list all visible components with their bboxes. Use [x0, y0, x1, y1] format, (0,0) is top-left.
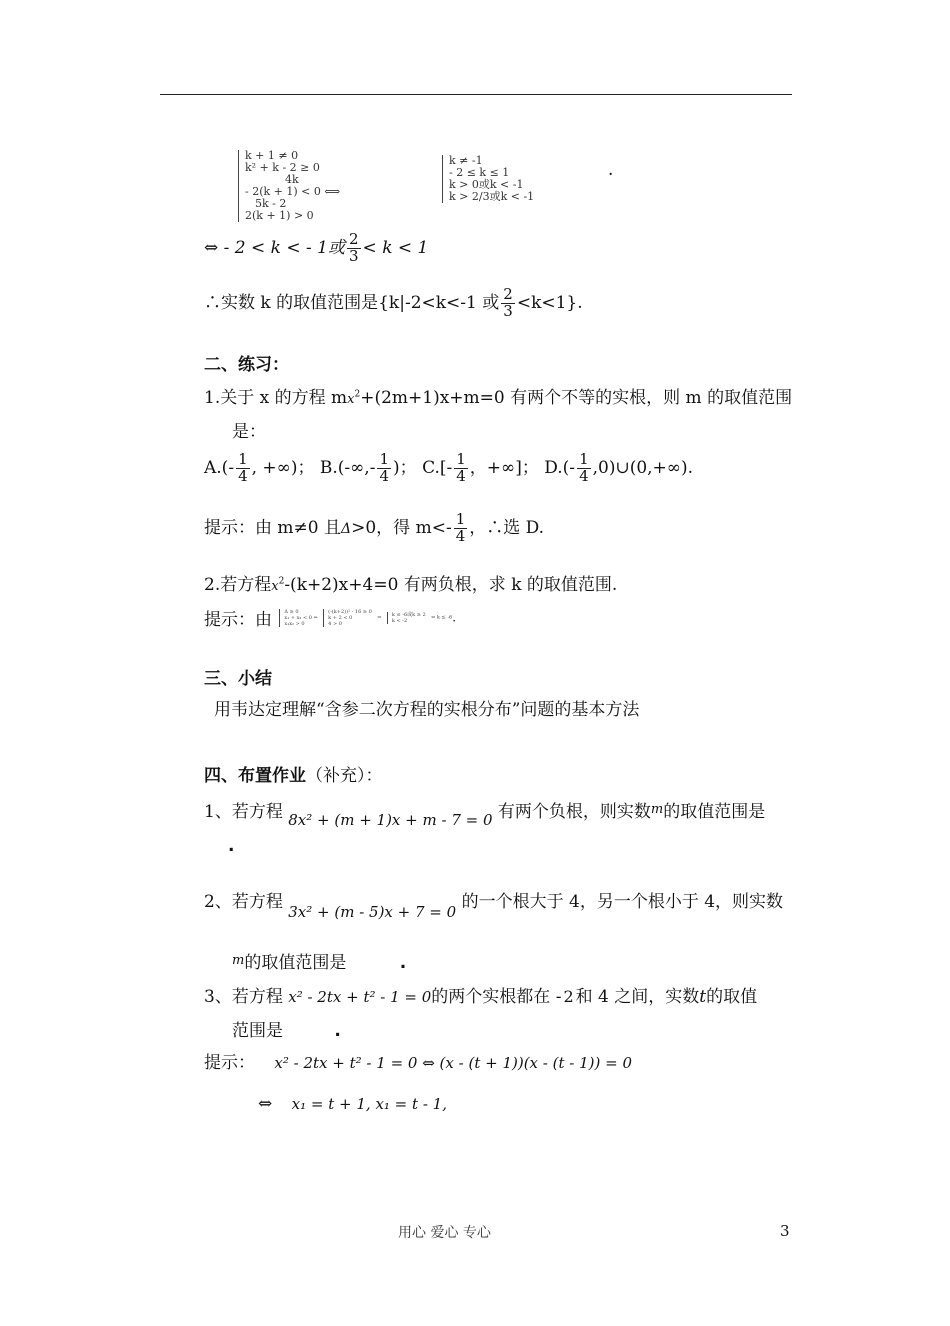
- homework-1: 1、若方程 8x² + (m + 1)x + m - 7 = 0 有两个负根，则实数$^m$的取值范围是: [204, 802, 766, 829]
- hint-1: 提示：由 m≠0 且Δ>0，得 m<- $\frac{1}{4}$ ，∴选 D.: [204, 510, 545, 545]
- equivalence-line: ⇔ - 2 < k < - 1或 $\frac{2}{3}$ < k < 1: [204, 230, 429, 265]
- fraction-two-thirds-2: $\frac{2}{3}$: [503, 285, 513, 320]
- inequality-system-left: k + 1 ≠ 0 k² + k - 2 ≥ 0 4k - 2(k + 1) < 0 ⟺ 5k - 2 2(k + 1) > 0: [238, 150, 340, 222]
- homework-3: 3、若方程 x² - 2tx + t² - 1 = 0的两个实根都在 - 2 和 4 之间，实数t的取值: [204, 987, 758, 1007]
- option-b: B.(-∞,- $\frac{1}{4}$ )；: [319, 450, 417, 485]
- page-number: 3: [780, 1222, 790, 1240]
- section-summary-heading: 三、小结: [204, 669, 272, 689]
- option-a: A.(- $\frac{1}{4}$ , +∞)；: [204, 450, 315, 485]
- hint-2: 提示：由 Δ ≥ 0 x₁ + x₂ < 0 ⇔ x₁x₂ > 0 (-(k+2))² - 16 ≥ 0 k + 2 < 0 4 > 0 ⇔ k ≤ -6或k ≥ 2 k < -2 ⇔ k ≤ -6.: [204, 608, 457, 630]
- homework-1-blank: .: [228, 836, 235, 856]
- summary-text: 用韦达定理解“含参二次方程的实根分布”问题的基本方法: [214, 700, 640, 720]
- option-d: D.(- $\frac{1}{4}$ ,0)∪(0,+∞).: [544, 450, 693, 485]
- homework-3-equation: x² - 2tx + t² - 1 = 0: [288, 988, 432, 1006]
- homework-1-equation: 8x² + (m + 1)x + m - 7 = 0: [288, 811, 493, 829]
- section-practice-heading: 二、练习：: [204, 355, 289, 375]
- question-1-cont: 是：: [232, 422, 266, 442]
- question-1: 1.关于 x 的方程 $mx^2+(2m+1)x+m=0$ 有两个不等的实根，则 m 的取值范围: [204, 388, 793, 408]
- section-homework-heading: 四、布置作业（补充）：: [204, 766, 383, 786]
- option-c: C.[- $\frac{1}{4}$ ，+∞]；: [422, 450, 539, 485]
- fraction-two-thirds: $\frac{2}{3}$: [349, 230, 359, 265]
- inequality-system-right: k ≠ -1 - 2 ≤ k ≤ 1 k > 0或k < -1 k > 2/3或k < -1: [442, 155, 534, 203]
- hint-3-roots: ⇔ x₁ = t + 1, x₁ = t - 1,: [258, 1094, 447, 1114]
- homework-3-cont: 范围是 .: [232, 1021, 341, 1041]
- question-2: 2.若方程$x^2-(k+2)x+4=0$ 有两负根，求 k 的取值范围.: [204, 575, 618, 595]
- hint-3: 提示： x² - 2tx + t² - 1 = 0 ⇔ (x - (t + 1))(x - (t - 1)) = 0: [204, 1053, 633, 1073]
- range-conclusion: ∴实数 k 的取值范围是{k|-2<k<-1 或 $\frac{2}{3}$ <k<1}.: [204, 285, 583, 320]
- system-period: .: [608, 160, 614, 180]
- answer-options: [204, 452, 693, 485]
- iff-symbol: ⇔: [204, 237, 219, 258]
- homework-2-cont: $^m$的取值范围是 .: [232, 953, 407, 973]
- homework-2: 2、若方程 3x² + (m - 5)x + 7 = 0 的一个根大于 4，另一个根小于 4，则实数: [204, 892, 784, 921]
- homework-2-equation: 3x² + (m - 5)x + 7 = 0: [288, 903, 457, 921]
- footer-motto: 用心 爱心 专心: [398, 1225, 491, 1241]
- header-rule: [160, 94, 792, 95]
